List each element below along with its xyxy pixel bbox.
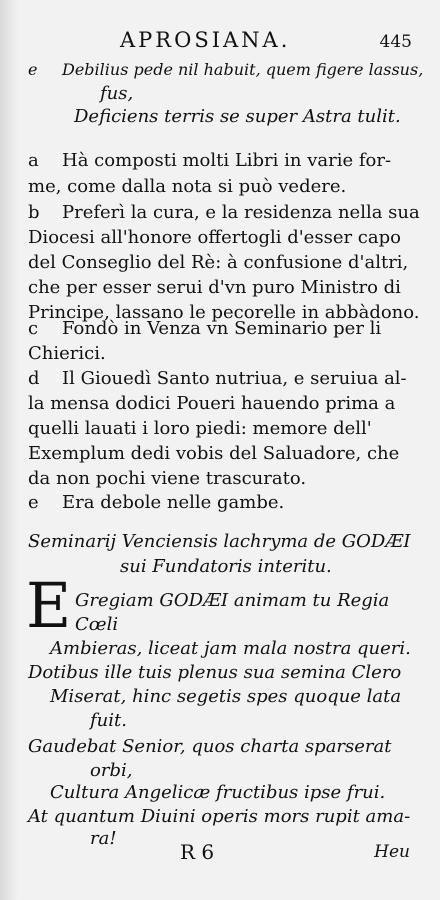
note-marker: a: [28, 150, 39, 171]
verse-line: Deficiens terris se super Astra tulit.: [74, 106, 401, 127]
signature-mark: R 6: [180, 840, 215, 864]
note-marker: c: [28, 318, 39, 339]
poem-line: Cultura Angelicæ fructibus ipse frui.: [50, 782, 386, 803]
note-line: d Il Giouedì Santo nutriua, e seruiua al-: [28, 368, 407, 389]
note-line: quelli lauati i loro piedi: memore dell': [28, 418, 372, 439]
note-line: c Fondò in Venza vn Seminario per li: [28, 318, 382, 339]
poem-line: Ambieras, liceat jam mala nostra queri.: [50, 638, 411, 659]
poem-line: Dotibus ille tuis plenus sua semina Clero: [28, 662, 402, 683]
note-line: me, come dalla nota si può vedere.: [28, 176, 347, 197]
poem-heading: sui Fundatoris interitu.: [120, 556, 332, 577]
poem-line: orbi,: [90, 760, 133, 781]
poem-heading: Seminarij Venciensis lachryma de GODÆI: [28, 531, 411, 552]
running-header: [120, 28, 412, 52]
note-line: Chierici.: [28, 343, 106, 364]
note-marker: b: [28, 202, 40, 223]
verse-line: fus,: [100, 83, 134, 104]
note-line: Diocesi all'honore offertogli d'esser capo: [28, 227, 401, 248]
drop-cap: E: [26, 569, 72, 642]
poem-line: Miserat, hinc segetis spes quoque lata: [50, 686, 402, 707]
note-line: da non pochi viene trascurato.: [28, 468, 307, 489]
note-line: Exemplum dedi vobis del Saluadore, che: [28, 443, 400, 464]
note-line: Principe, lassano le pecorelle in abbàdono.: [28, 302, 420, 323]
note-line: del Conseglio del Rè: à confusione d'altri,: [28, 252, 409, 273]
poem-line: ra!: [90, 828, 117, 849]
running-title: APROSIANA.: [120, 28, 291, 52]
poem-line: Cœli: [75, 614, 119, 635]
poem-line: Gregiam GODÆI animam tu Regia: [75, 590, 390, 611]
note-line: la mensa dodici Poueri hauendo prima a: [28, 393, 396, 414]
note-line: che per esser serui d'vn puro Ministro di: [28, 277, 401, 298]
poem-line: At quantum Diuini operis mors rupit ama-: [28, 806, 411, 827]
poem-line: fuit.: [90, 710, 127, 731]
note-marker: e: [28, 492, 39, 513]
note-marker: e: [28, 60, 38, 79]
note-line: b Preferì la cura, e la residenza nella sua: [28, 202, 420, 223]
note-line: a Hà composti molti Libri in varie for-: [28, 150, 392, 171]
catchword: Heu: [374, 842, 410, 862]
gutter-shadow: [0, 0, 18, 900]
note-line: e Era debole nelle gambe.: [28, 492, 285, 513]
page-number: 445: [379, 32, 412, 52]
note-marker: d: [28, 368, 40, 389]
verse-line: e Debilius pede nil habuit, quem figere lassus,: [28, 60, 424, 79]
poem-line: Gaudebat Senior, quos charta sparserat: [28, 736, 392, 757]
